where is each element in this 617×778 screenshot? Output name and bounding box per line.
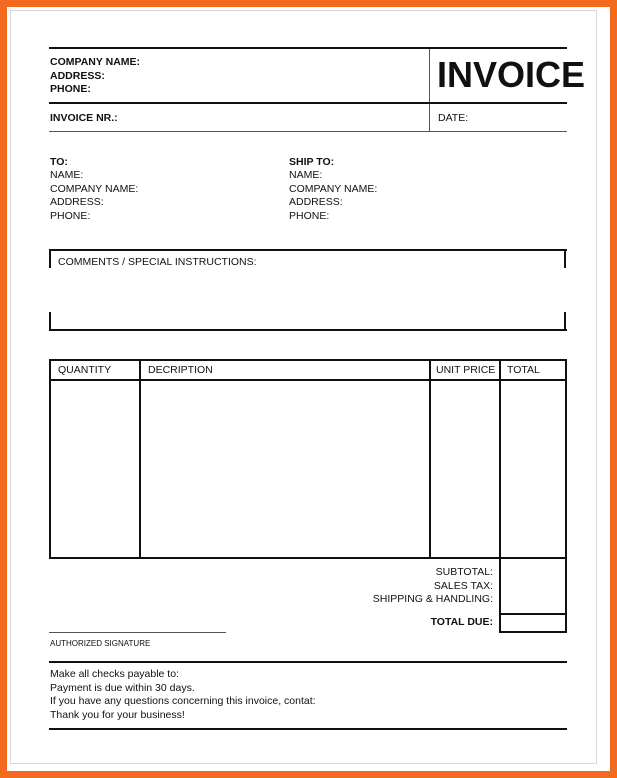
comments-label: COMMENTS / SPECIAL INSTRUCTIONS: <box>58 256 257 268</box>
footer-line-3: If you have any questions concerning this invoice, contat: <box>50 695 316 707</box>
footer-line-2: Payment is due within 30 days. <box>50 682 195 694</box>
comments-right-top-tick <box>564 249 566 268</box>
company-name-label: COMPANY NAME: <box>50 56 141 68</box>
totals-separator <box>499 613 567 615</box>
items-header-rule <box>49 379 567 381</box>
items-col-divider-3 <box>499 359 501 559</box>
header-divider <box>429 49 430 131</box>
column-header-unit-price: UNIT PRICE <box>436 364 496 376</box>
comments-bottom-rule <box>49 329 567 331</box>
ship-to-name-label: NAME: <box>289 169 323 181</box>
items-col-divider-1 <box>139 359 141 559</box>
comments-left-top-tick <box>49 249 51 268</box>
column-header-total: TOTAL <box>507 364 540 376</box>
items-table <box>49 359 567 559</box>
shipping-handling-label: SHIPPING & HANDLING: <box>372 593 493 605</box>
ship-to-address-label: ADDRESS: <box>289 196 343 208</box>
to-phone-label: PHONE: <box>50 210 91 222</box>
to-name-label: NAME: <box>50 169 84 181</box>
column-header-description: DECRIPTION <box>148 364 213 376</box>
signature-label: AUTHORIZED SIGNATURE <box>50 639 151 648</box>
company-address-label: ADDRESS: <box>50 70 105 82</box>
invoice-number-label: INVOICE NR.: <box>50 112 118 124</box>
footer-top-rule <box>49 661 567 663</box>
date-label: DATE: <box>438 112 469 124</box>
invoice-title: INVOICE <box>437 54 586 95</box>
header-top-rule <box>49 47 567 49</box>
to-heading: TO: <box>50 156 68 168</box>
total-due-label: TOTAL DUE: <box>430 616 493 628</box>
subtotal-label: SUBTOTAL: <box>435 566 493 578</box>
comments-right-bottom-tick <box>564 312 566 331</box>
column-header-quantity: QUANTITY <box>58 364 112 376</box>
header-bottom-rule <box>49 131 567 132</box>
header-mid-rule <box>49 102 567 104</box>
signature-line <box>49 632 226 633</box>
company-phone-label: PHONE: <box>50 83 91 95</box>
footer-line-1: Make all checks payable to: <box>50 668 179 680</box>
comments-top-rule <box>49 249 567 251</box>
items-col-divider-2 <box>429 359 431 559</box>
ship-to-company-label: COMPANY NAME: <box>289 183 378 195</box>
ship-to-phone-label: PHONE: <box>289 210 330 222</box>
footer-line-4: Thank you for your business! <box>50 709 185 721</box>
totals-box <box>499 557 567 633</box>
ship-to-heading: SHIP TO: <box>289 156 335 168</box>
footer-bottom-rule <box>49 728 567 730</box>
to-company-label: COMPANY NAME: <box>50 183 139 195</box>
comments-left-bottom-tick <box>49 312 51 331</box>
sales-tax-label: SALES TAX: <box>433 580 493 592</box>
to-address-label: ADDRESS: <box>50 196 104 208</box>
